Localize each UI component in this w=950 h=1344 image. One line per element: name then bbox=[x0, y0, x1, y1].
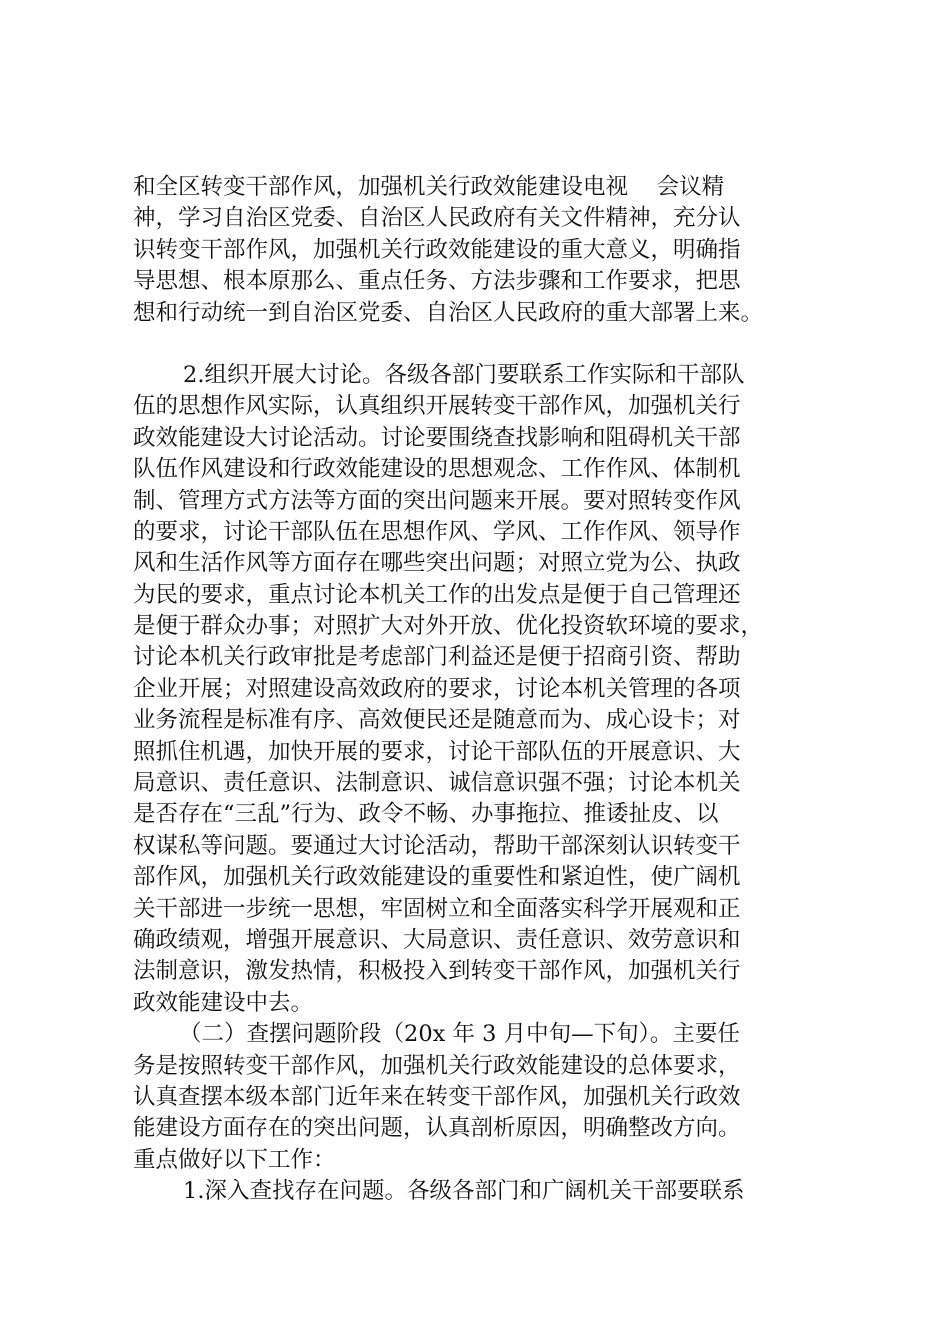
text-line: 权谋私等问题。要通过大讨论活动，帮助干部深刻认识转变干 bbox=[133, 832, 741, 859]
text-line: 制、管理方式方法等方面的突出问题来开展。要对照转变作风 bbox=[133, 487, 741, 514]
text-line: 想和行动统一到自治区党委、自治区人民政府的重大部署上来。 bbox=[133, 299, 764, 326]
paragraph-study-spirit bbox=[133, 172, 833, 329]
text-line: 认真查摆本级本部门近年来在转变干部作风，加强机关行政效 bbox=[133, 1083, 741, 1110]
text-line: 神，学习自治区党委、自治区人民政府有关文件精神，充分认 bbox=[133, 205, 741, 232]
text-line: 导思想、根本原那么、重点任务、方法步骤和工作要求，把思 bbox=[133, 268, 741, 295]
text-line: 是便于群众办事；对照扩大对外开放、优化投资软环境的要求， bbox=[133, 613, 764, 640]
text-line: 局意识、责任意识、法制意识、诚信意识强不强；讨论本机关 bbox=[133, 770, 741, 797]
text-line: （二）查摆问题阶段（20x 年 3 月中旬—下旬）。主要任 bbox=[179, 1021, 740, 1048]
text-line: 关干部进一步统一思想，牢固树立和全面落实科学开展观和正 bbox=[133, 895, 741, 922]
text-line: 确政绩观，增强开展意识、大局意识、责任意识、效劳意识和 bbox=[133, 926, 741, 953]
text-line: 队伍作风建设和行政效能建设的思想观念、工作作风、体制机 bbox=[133, 456, 741, 483]
text-line: 业务流程是标准有序、高效便民还是随意而为、成心设卡；对 bbox=[133, 707, 741, 734]
paragraph-discussion bbox=[133, 360, 833, 1019]
text-line: 的要求，讨论干部队伍在思想作风、学风、工作作风、领导作 bbox=[133, 518, 741, 545]
text-line: 法制意识，激发热情，积极投入到转变干部作风，加强机关行 bbox=[133, 958, 741, 985]
text-line: 讨论本机关行政审批是考虑部门利益还是便于招商引资、帮助 bbox=[133, 644, 741, 671]
text-line: 能建设方面存在的突出问题，认真剖析原因，明确整改方向。 bbox=[133, 1115, 741, 1142]
text-line: 政效能建设大讨论活动。讨论要围绕查找影响和阻碍机关干部 bbox=[133, 424, 741, 451]
document-page bbox=[133, 172, 833, 1208]
text-line: 是否存在“三乱”行为、政令不畅、办事拖拉、推诿扯皮、以 bbox=[133, 801, 719, 828]
text-line: 务是按照转变干部作风，加强机关行政效能建设的总体要求， bbox=[133, 1052, 741, 1079]
text-line: 和全区转变干部作风，加强机关行政效能建设电视 会议精 bbox=[133, 174, 725, 200]
text-line: 风和生活作风等方面存在哪些突出问题；对照立党为公、执政 bbox=[133, 550, 741, 577]
text-line: 部作风，加强机关行政效能建设的重要性和紧迫性，使广阔机 bbox=[133, 864, 741, 891]
text-line: 伍的思想作风实际，认真组织开展转变干部作风，加强机关行 bbox=[133, 393, 741, 420]
paragraph-gap bbox=[133, 329, 833, 360]
text-line: 1.深入查找存在问题。各级各部门和广阔机关干部要联系 bbox=[183, 1178, 745, 1205]
text-line: 为民的要求，重点讨论本机关工作的出发点是便于自己管理还 bbox=[133, 581, 741, 608]
paragraph-find-problems bbox=[133, 1176, 833, 1207]
text-line: 2.组织开展大讨论。各级各部门要联系工作实际和干部队 bbox=[183, 361, 745, 388]
paragraph-problem-phase bbox=[133, 1019, 833, 1176]
text-line: 重点做好以下工作： bbox=[133, 1146, 336, 1173]
text-line: 识转变干部作风，加强机关行政效能建设的重大意义，明确指 bbox=[133, 236, 741, 263]
text-line: 政效能建设中去。 bbox=[133, 989, 314, 1016]
text-line: 照抓住机遇，加快开展的要求，讨论干部队伍的开展意识、大 bbox=[133, 738, 741, 765]
text-line: 企业开展；对照建设高效政府的要求，讨论本机关管理的各项 bbox=[133, 675, 741, 702]
